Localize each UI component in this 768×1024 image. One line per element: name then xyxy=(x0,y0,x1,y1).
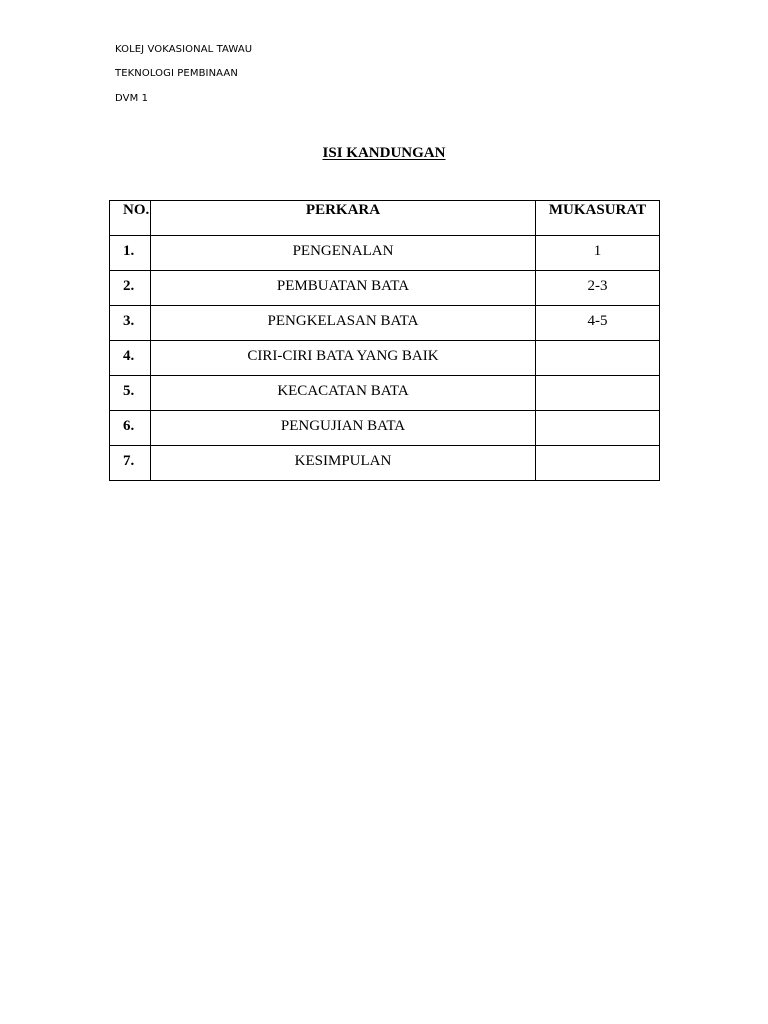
row-number: 2. xyxy=(110,271,151,306)
header-course: TEKNOLOGI PEMBINAAN xyxy=(115,68,238,79)
table-header-row xyxy=(110,201,660,236)
row-perkara: PEMBUATAN BATA xyxy=(151,271,536,306)
row-perkara: KECACATAN BATA xyxy=(151,376,536,411)
column-header-mukasurat: MUKASURAT xyxy=(536,201,660,236)
table-row xyxy=(110,236,660,271)
row-page xyxy=(536,446,660,481)
row-page: 4-5 xyxy=(536,306,660,341)
table-row xyxy=(110,446,660,481)
row-number: 1. xyxy=(110,236,151,271)
row-page: 2-3 xyxy=(536,271,660,306)
row-page xyxy=(536,341,660,376)
table-row xyxy=(110,271,660,306)
row-perkara: PENGENALAN xyxy=(151,236,536,271)
row-number: 7. xyxy=(110,446,151,481)
table-row xyxy=(110,341,660,376)
row-page: 1 xyxy=(536,236,660,271)
header-class: DVM 1 xyxy=(115,93,149,104)
table-row xyxy=(110,411,660,446)
row-page xyxy=(536,376,660,411)
page-title xyxy=(0,144,768,162)
table-of-contents xyxy=(109,200,660,481)
row-number: 5. xyxy=(110,376,151,411)
page-title-text: ISI KANDUNGAN xyxy=(322,145,446,161)
column-header-no: NO. xyxy=(110,201,151,236)
column-header-perkara: PERKARA xyxy=(151,201,536,236)
table-row xyxy=(110,376,660,411)
row-perkara: PENGUJIAN BATA xyxy=(151,411,536,446)
row-perkara: PENGKELASAN BATA xyxy=(151,306,536,341)
row-number: 6. xyxy=(110,411,151,446)
table-row xyxy=(110,306,660,341)
row-number: 3. xyxy=(110,306,151,341)
row-perkara: CIRI-CIRI BATA YANG BAIK xyxy=(151,341,536,376)
header-school: KOLEJ VOKASIONAL TAWAU xyxy=(115,44,253,55)
row-number: 4. xyxy=(110,341,151,376)
row-perkara: KESIMPULAN xyxy=(151,446,536,481)
row-page xyxy=(536,411,660,446)
